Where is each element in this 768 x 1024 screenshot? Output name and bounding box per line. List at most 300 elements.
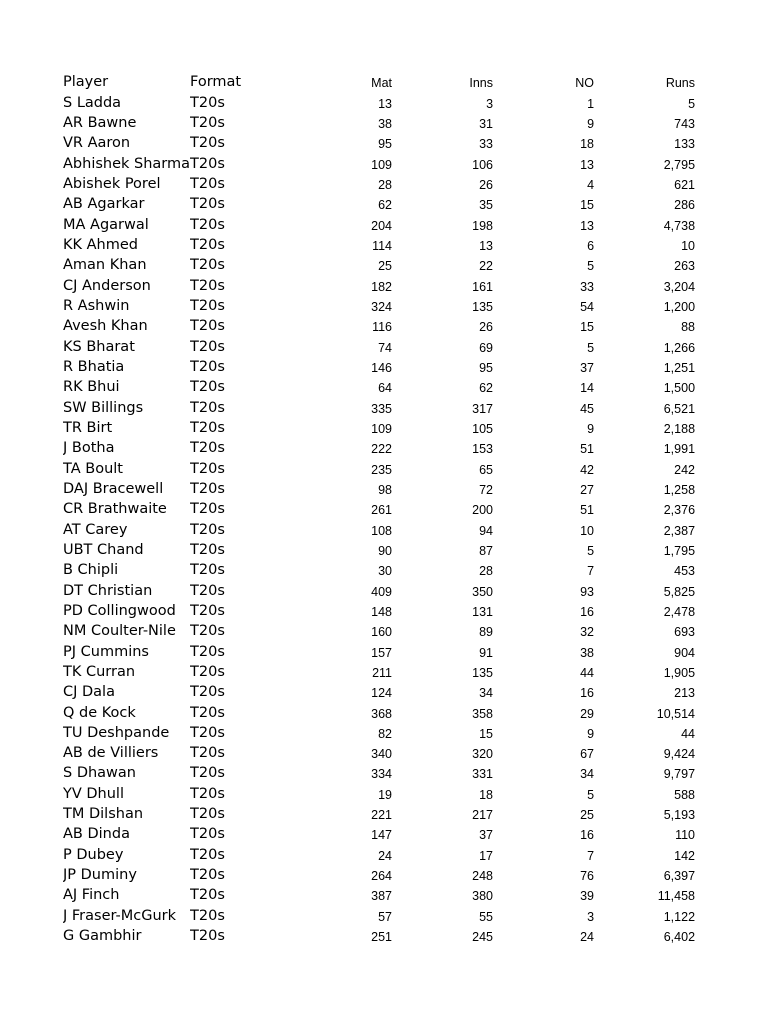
- cell-inns[interactable]: 31: [479, 116, 494, 131]
- cell-runs[interactable]: 2,478: [663, 604, 696, 619]
- cell-mat[interactable]: 146: [371, 360, 393, 375]
- cell-mat[interactable]: 19: [378, 787, 393, 802]
- cell-mat[interactable]: 62: [378, 198, 393, 213]
- cell-format[interactable]: T20s: [190, 846, 225, 863]
- cell-format[interactable]: T20s: [190, 867, 225, 884]
- cell-mat[interactable]: 38: [378, 116, 393, 131]
- cell-player[interactable]: SW Billings: [63, 399, 144, 416]
- cell-player[interactable]: CJ Anderson: [63, 277, 151, 294]
- cell-format[interactable]: T20s: [190, 623, 225, 640]
- cell-no[interactable]: 7: [587, 564, 595, 579]
- cell-no[interactable]: 7: [587, 848, 595, 863]
- table-row: [63, 903, 695, 923]
- cell-format[interactable]: T20s: [190, 460, 225, 477]
- cell-inns[interactable]: 13: [479, 238, 494, 253]
- cell-inns[interactable]: 198: [472, 218, 494, 233]
- table-row: [63, 842, 695, 862]
- cell-runs[interactable]: 1,258: [663, 482, 696, 497]
- cell-runs[interactable]: 10,514: [656, 706, 696, 721]
- cell-player[interactable]: Q de Kock: [63, 704, 136, 721]
- cell-format[interactable]: T20s: [190, 582, 225, 599]
- cell-inns[interactable]: 91: [479, 645, 494, 660]
- cell-inns[interactable]: 380: [472, 889, 494, 904]
- table-row: [63, 395, 695, 415]
- cell-runs[interactable]: 142: [674, 848, 696, 863]
- cell-format[interactable]: T20s: [190, 135, 225, 152]
- table-row: [63, 456, 695, 476]
- cell-no[interactable]: 27: [580, 482, 595, 497]
- cell-format[interactable]: T20s: [190, 216, 225, 233]
- cell-format[interactable]: T20s: [190, 236, 225, 253]
- cell-runs[interactable]: 3,204: [663, 279, 696, 294]
- cell-player[interactable]: UBT Chand: [63, 541, 144, 558]
- cell-runs[interactable]: 213: [674, 686, 696, 701]
- table-row: [63, 781, 695, 801]
- cell-format[interactable]: T20s: [190, 765, 225, 782]
- cell-runs[interactable]: 743: [674, 116, 696, 131]
- cell-player[interactable]: TM Dilshan: [63, 806, 144, 823]
- cell-runs[interactable]: 88: [681, 320, 696, 335]
- cell-inns[interactable]: 200: [472, 503, 494, 518]
- table-row: [63, 192, 695, 212]
- cell-inns[interactable]: 217: [472, 808, 494, 823]
- cell-format[interactable]: T20s: [190, 806, 225, 823]
- cell-inns[interactable]: 245: [472, 930, 494, 945]
- cell-format[interactable]: T20s: [190, 602, 225, 619]
- table-row: [63, 721, 695, 741]
- cell-no[interactable]: 39: [580, 889, 595, 904]
- table-row: [63, 517, 695, 537]
- cell-mat[interactable]: 109: [371, 421, 393, 436]
- cell-runs[interactable]: 453: [674, 564, 696, 579]
- table-row: [63, 639, 695, 659]
- cell-format[interactable]: T20s: [190, 480, 225, 497]
- cell-mat[interactable]: 211: [372, 665, 393, 680]
- cell-no[interactable]: 42: [580, 462, 595, 477]
- cell-player[interactable]: TR Birt: [63, 419, 113, 436]
- cell-player[interactable]: AB de Villiers: [63, 745, 159, 762]
- cell-inns[interactable]: 18: [479, 787, 494, 802]
- cell-player[interactable]: DT Christian: [63, 582, 153, 599]
- cell-mat[interactable]: 335: [371, 401, 393, 416]
- cell-no[interactable]: 93: [580, 584, 595, 599]
- cell-format[interactable]: T20s: [190, 338, 225, 355]
- cell-no[interactable]: 4: [587, 177, 595, 192]
- cell-runs[interactable]: 2,795: [663, 157, 696, 172]
- cell-no[interactable]: 9: [587, 726, 595, 741]
- cell-runs[interactable]: 133: [674, 137, 696, 152]
- cell-runs[interactable]: 110: [675, 828, 696, 843]
- cell-runs[interactable]: 5,825: [663, 584, 696, 599]
- cell-player[interactable]: NM Coulter-Nile: [63, 623, 176, 640]
- cell-no[interactable]: 15: [580, 198, 595, 213]
- table-row: [63, 558, 695, 578]
- cell-mat[interactable]: 108: [371, 523, 393, 538]
- cell-runs[interactable]: 5: [688, 96, 696, 111]
- cell-inns[interactable]: 55: [479, 909, 494, 924]
- cell-mat[interactable]: 98: [378, 482, 393, 497]
- cell-format[interactable]: T20s: [190, 257, 225, 274]
- cell-format[interactable]: T20s: [190, 826, 225, 843]
- table-row: [63, 619, 695, 639]
- cell-mat[interactable]: 334: [371, 767, 393, 782]
- cell-mat[interactable]: 160: [371, 625, 393, 640]
- cell-runs[interactable]: 242: [674, 462, 696, 477]
- cell-player[interactable]: KS Bharat: [63, 338, 135, 355]
- cell-format[interactable]: T20s: [190, 724, 225, 741]
- table-row: [63, 802, 695, 822]
- cell-runs[interactable]: 1,266: [663, 340, 696, 355]
- cell-runs[interactable]: 263: [674, 259, 696, 274]
- cell-inns[interactable]: 105: [472, 421, 494, 436]
- cell-runs[interactable]: 1,991: [663, 442, 696, 457]
- table-row: [63, 294, 695, 314]
- cell-inns[interactable]: 26: [479, 177, 494, 192]
- cell-format[interactable]: T20s: [190, 928, 225, 945]
- cell-format[interactable]: T20s: [190, 663, 225, 680]
- cell-player[interactable]: R Bhatia: [63, 358, 125, 375]
- cell-inns[interactable]: 358: [472, 706, 494, 721]
- cell-no[interactable]: 3: [587, 909, 595, 924]
- table-row: [63, 314, 695, 334]
- cell-no[interactable]: 24: [580, 930, 595, 945]
- cell-format[interactable]: T20s: [190, 785, 225, 802]
- cell-inns[interactable]: 65: [479, 462, 494, 477]
- cell-mat[interactable]: 221: [371, 808, 393, 823]
- cell-mat[interactable]: 261: [371, 503, 393, 518]
- cell-runs[interactable]: 1,122: [663, 909, 696, 924]
- cell-player[interactable]: AT Carey: [63, 521, 128, 538]
- cell-inns[interactable]: 320: [472, 747, 494, 762]
- header-format[interactable]: Format: [190, 74, 242, 91]
- cell-runs[interactable]: 693: [674, 625, 696, 640]
- cell-no[interactable]: 76: [580, 869, 595, 884]
- cell-runs[interactable]: 2,376: [663, 503, 696, 518]
- cell-format[interactable]: T20s: [190, 745, 225, 762]
- cell-player[interactable]: RK Bhui: [63, 379, 120, 396]
- cell-inns[interactable]: 69: [479, 340, 494, 355]
- cell-format[interactable]: T20s: [190, 684, 225, 701]
- table-row: [63, 822, 695, 842]
- cell-player[interactable]: Aman Khan: [63, 257, 147, 274]
- cell-player[interactable]: G Gambhir: [63, 928, 142, 945]
- cell-no[interactable]: 32: [580, 625, 595, 640]
- cell-mat[interactable]: 25: [378, 259, 393, 274]
- table-row: [63, 477, 695, 497]
- cell-no[interactable]: 37: [580, 360, 595, 375]
- cell-player[interactable]: MA Agarwal: [63, 216, 149, 233]
- table-row: [63, 497, 695, 517]
- cell-format[interactable]: T20s: [190, 297, 225, 314]
- cell-format[interactable]: T20s: [190, 643, 225, 660]
- stats-sheet: [63, 70, 695, 944]
- table-row: [63, 883, 695, 903]
- cell-runs[interactable]: 44: [681, 726, 696, 741]
- table-row: [63, 233, 695, 253]
- cell-runs[interactable]: 6,402: [663, 930, 696, 945]
- cell-no[interactable]: 18: [580, 137, 595, 152]
- cell-inns[interactable]: 95: [479, 360, 494, 375]
- cell-mat[interactable]: 28: [378, 177, 393, 192]
- cell-player[interactable]: S Ladda: [63, 94, 122, 111]
- cell-mat[interactable]: 109: [371, 157, 393, 172]
- cell-no[interactable]: 15: [580, 320, 595, 335]
- cell-mat[interactable]: 324: [371, 299, 393, 314]
- cell-inns[interactable]: 94: [479, 523, 494, 538]
- cell-format[interactable]: T20s: [190, 907, 225, 924]
- cell-format[interactable]: T20s: [190, 501, 225, 518]
- cell-mat[interactable]: 157: [371, 645, 393, 660]
- cell-mat[interactable]: 368: [371, 706, 393, 721]
- cell-player[interactable]: YV Dhull: [63, 785, 124, 802]
- table-row: [63, 334, 695, 354]
- cell-mat[interactable]: 95: [378, 137, 393, 152]
- cell-player[interactable]: AB Agarkar: [63, 196, 145, 213]
- cell-mat[interactable]: 116: [372, 320, 393, 335]
- cell-no[interactable]: 44: [580, 665, 595, 680]
- table-row: [63, 111, 695, 131]
- cell-no[interactable]: 6: [587, 238, 595, 253]
- cell-mat[interactable]: 30: [378, 564, 393, 579]
- header-inns[interactable]: Inns: [469, 76, 494, 91]
- header-mat[interactable]: Mat: [371, 76, 393, 91]
- cell-format[interactable]: T20s: [190, 318, 225, 335]
- cell-inns[interactable]: 62: [479, 381, 494, 396]
- cell-no[interactable]: 67: [580, 747, 595, 762]
- cell-inns[interactable]: 34: [479, 686, 494, 701]
- table-row: [63, 863, 695, 883]
- cell-player[interactable]: AB Dinda: [63, 826, 130, 843]
- cell-no[interactable]: 10: [580, 523, 595, 538]
- cell-runs[interactable]: 1,795: [663, 543, 696, 558]
- cell-no[interactable]: 5: [587, 340, 595, 355]
- table-row: [63, 578, 695, 598]
- cell-runs[interactable]: 588: [674, 787, 696, 802]
- cell-player[interactable]: R Ashwin: [63, 297, 130, 314]
- table-row: [63, 436, 695, 456]
- cell-inns[interactable]: 135: [472, 299, 494, 314]
- cell-no[interactable]: 25: [580, 808, 595, 823]
- cell-runs[interactable]: 4,738: [663, 218, 696, 233]
- cell-inns[interactable]: 89: [479, 625, 494, 640]
- table-row: [63, 90, 695, 110]
- table-row: [63, 151, 695, 171]
- cell-mat[interactable]: 64: [378, 381, 393, 396]
- table-row: [63, 212, 695, 232]
- cell-format[interactable]: T20s: [190, 175, 225, 192]
- cell-inns[interactable]: 22: [479, 259, 494, 274]
- cell-player[interactable]: CJ Dala: [63, 684, 115, 701]
- cell-mat[interactable]: 387: [371, 889, 393, 904]
- cell-runs[interactable]: 11,458: [657, 889, 696, 904]
- cell-inns[interactable]: 331: [472, 767, 494, 782]
- cell-runs[interactable]: 6,521: [663, 401, 696, 416]
- cell-runs[interactable]: 1,905: [663, 665, 696, 680]
- cell-player[interactable]: Avesh Khan: [63, 318, 148, 335]
- cell-player[interactable]: PJ Cummins: [63, 643, 149, 660]
- cell-player[interactable]: Abishek Porel: [63, 175, 161, 192]
- cell-no[interactable]: 5: [587, 543, 595, 558]
- cell-format[interactable]: T20s: [190, 277, 225, 294]
- cell-mat[interactable]: 90: [378, 543, 393, 558]
- cell-no[interactable]: 45: [580, 401, 595, 416]
- cell-mat[interactable]: 74: [378, 340, 393, 355]
- cell-format[interactable]: T20s: [190, 155, 225, 172]
- cell-runs[interactable]: 5,193: [663, 808, 696, 823]
- cell-format[interactable]: T20s: [190, 419, 225, 436]
- cell-runs[interactable]: 1,500: [663, 381, 696, 396]
- cell-player[interactable]: J Botha: [63, 440, 115, 457]
- cell-player[interactable]: TU Deshpande: [63, 724, 170, 741]
- cell-runs[interactable]: 904: [674, 645, 696, 660]
- table-row: [63, 741, 695, 761]
- header-runs[interactable]: Runs: [665, 76, 696, 91]
- cell-mat[interactable]: 222: [371, 442, 393, 457]
- cell-inns[interactable]: 131: [472, 604, 494, 619]
- cell-mat[interactable]: 340: [371, 747, 393, 762]
- cell-no[interactable]: 9: [587, 421, 595, 436]
- cell-runs[interactable]: 1,251: [663, 360, 696, 375]
- cell-mat[interactable]: 264: [371, 869, 393, 884]
- cell-player[interactable]: Abhishek Sharma: [63, 155, 191, 172]
- cell-player[interactable]: PD Collingwood: [63, 602, 176, 619]
- cell-inns[interactable]: 87: [479, 543, 494, 558]
- cell-mat[interactable]: 124: [371, 686, 393, 701]
- cell-no[interactable]: 16: [580, 604, 595, 619]
- cell-no[interactable]: 54: [580, 299, 595, 314]
- table-row: [63, 253, 695, 273]
- cell-mat[interactable]: 204: [371, 218, 393, 233]
- cell-inns[interactable]: 35: [479, 198, 494, 213]
- cell-no[interactable]: 38: [580, 645, 595, 660]
- cell-no[interactable]: 34: [580, 767, 595, 782]
- cell-runs[interactable]: 1,200: [663, 299, 696, 314]
- cell-no[interactable]: 9: [587, 116, 595, 131]
- cell-inns[interactable]: 350: [472, 584, 494, 599]
- header-no[interactable]: NO: [575, 76, 595, 91]
- cell-mat[interactable]: 57: [378, 909, 393, 924]
- cell-no[interactable]: 13: [580, 157, 595, 172]
- cell-no[interactable]: 5: [587, 787, 595, 802]
- cell-inns[interactable]: 17: [479, 848, 494, 863]
- cell-format[interactable]: T20s: [190, 521, 225, 538]
- cell-format[interactable]: T20s: [190, 399, 225, 416]
- cell-no[interactable]: 16: [580, 828, 595, 843]
- cell-runs[interactable]: 9,797: [663, 767, 696, 782]
- cell-mat[interactable]: 24: [378, 848, 393, 863]
- cell-format[interactable]: T20s: [190, 887, 225, 904]
- cell-inns[interactable]: 153: [472, 442, 494, 457]
- cell-mat[interactable]: 148: [371, 604, 393, 619]
- cell-no[interactable]: 16: [580, 686, 595, 701]
- cell-mat[interactable]: 82: [378, 726, 393, 741]
- cell-format[interactable]: T20s: [190, 196, 225, 213]
- cell-format[interactable]: T20s: [190, 562, 225, 579]
- cell-format[interactable]: T20s: [190, 704, 225, 721]
- cell-format[interactable]: T20s: [190, 541, 225, 558]
- cell-runs[interactable]: 286: [674, 198, 696, 213]
- cell-mat[interactable]: 182: [371, 279, 393, 294]
- cell-runs[interactable]: 6,397: [663, 869, 696, 884]
- cell-format[interactable]: T20s: [190, 358, 225, 375]
- cell-format[interactable]: T20s: [190, 94, 225, 111]
- cell-player[interactable]: TA Boult: [63, 460, 123, 477]
- cell-player[interactable]: DAJ Bracewell: [63, 480, 164, 497]
- cell-no[interactable]: 13: [580, 218, 595, 233]
- cell-player[interactable]: P Dubey: [63, 846, 124, 863]
- table-row: [63, 172, 695, 192]
- cell-inns[interactable]: 72: [479, 482, 494, 497]
- cell-runs[interactable]: 9,424: [663, 747, 696, 762]
- cell-player[interactable]: CR Brathwaite: [63, 501, 167, 518]
- table-row: [63, 700, 695, 720]
- cell-no[interactable]: 51: [580, 442, 595, 457]
- cell-mat[interactable]: 13: [378, 96, 393, 111]
- cell-no[interactable]: 29: [580, 706, 595, 721]
- cell-player[interactable]: B Chipli: [63, 562, 119, 579]
- cell-no[interactable]: 33: [580, 279, 595, 294]
- cell-no[interactable]: 5: [587, 259, 595, 274]
- table-row: [63, 131, 695, 151]
- cell-inns[interactable]: 161: [472, 279, 494, 294]
- table-row: [63, 924, 695, 944]
- cell-mat[interactable]: 409: [371, 584, 393, 599]
- cell-runs[interactable]: 621: [674, 177, 696, 192]
- table-row: [63, 538, 695, 558]
- cell-inns[interactable]: 317: [472, 401, 494, 416]
- cell-inns[interactable]: 135: [472, 665, 494, 680]
- cell-runs[interactable]: 2,387: [663, 523, 696, 538]
- cell-format[interactable]: T20s: [190, 440, 225, 457]
- cell-inns[interactable]: 3: [486, 96, 494, 111]
- table-row: [63, 660, 695, 680]
- cell-no[interactable]: 14: [580, 381, 595, 396]
- cell-player[interactable]: J Fraser-McGurk: [63, 907, 177, 924]
- cell-player[interactable]: TK Curran: [63, 663, 136, 680]
- header-row: [63, 70, 695, 90]
- table-row: [63, 416, 695, 436]
- cell-no[interactable]: 1: [587, 96, 595, 111]
- cell-player[interactable]: AR Bawne: [63, 114, 137, 131]
- table-row: [63, 599, 695, 619]
- cell-mat[interactable]: 251: [371, 930, 393, 945]
- header-player[interactable]: Player: [63, 74, 109, 91]
- cell-inns[interactable]: 248: [472, 869, 494, 884]
- cell-inns[interactable]: 33: [479, 137, 494, 152]
- cell-mat[interactable]: 114: [372, 238, 393, 253]
- cell-player[interactable]: KK Ahmed: [63, 236, 138, 253]
- table-row: [63, 761, 695, 781]
- cell-inns[interactable]: 26: [479, 320, 494, 335]
- cell-runs[interactable]: 2,188: [663, 421, 696, 436]
- cell-player[interactable]: JP Duminy: [63, 867, 137, 884]
- cell-format[interactable]: T20s: [190, 379, 225, 396]
- cell-mat[interactable]: 147: [371, 828, 393, 843]
- table-row: [63, 273, 695, 293]
- cell-player[interactable]: S Dhawan: [63, 765, 136, 782]
- cell-mat[interactable]: 235: [371, 462, 393, 477]
- cell-runs[interactable]: 10: [681, 238, 696, 253]
- cell-no[interactable]: 51: [580, 503, 595, 518]
- cell-inns[interactable]: 106: [472, 157, 494, 172]
- table-row: [63, 375, 695, 395]
- cell-format[interactable]: T20s: [190, 114, 225, 131]
- cell-inns[interactable]: 37: [479, 828, 494, 843]
- cell-player[interactable]: VR Aaron: [63, 135, 131, 152]
- cell-player[interactable]: AJ Finch: [63, 887, 120, 904]
- cell-inns[interactable]: 28: [479, 564, 494, 579]
- cell-inns[interactable]: 15: [479, 726, 494, 741]
